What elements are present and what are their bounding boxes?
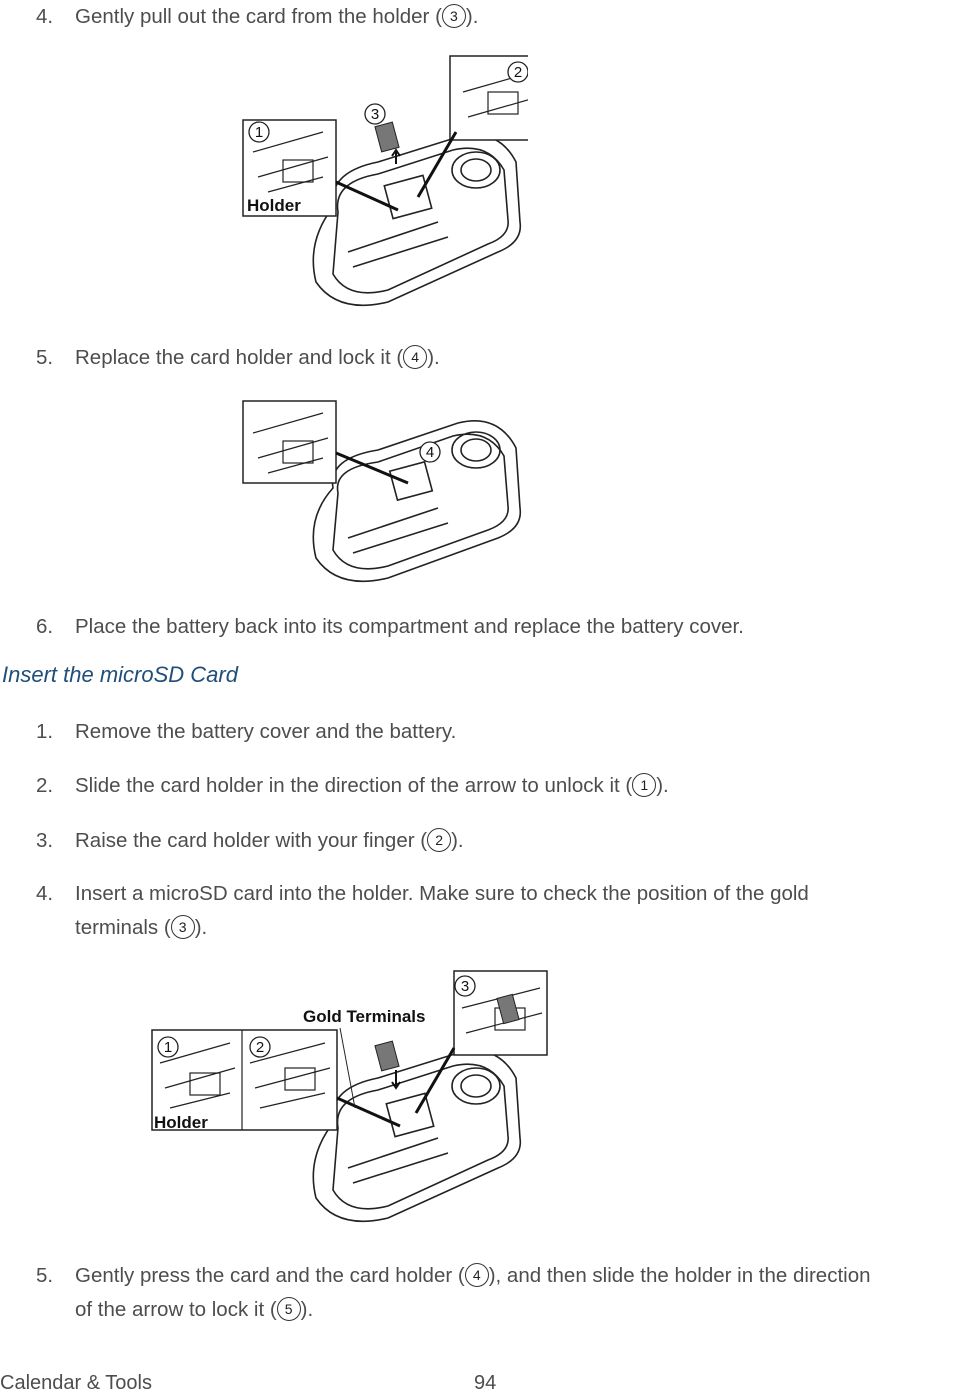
step-text-line2: of the arrow to lock it ( 5 ).: [75, 1298, 314, 1321]
holder-label: Holder: [247, 196, 301, 215]
step-number: 6.: [36, 615, 54, 638]
step-number: 4.: [36, 5, 54, 28]
holder-label: Holder: [154, 1113, 208, 1132]
phone-body: [313, 135, 520, 305]
step-text: Slide the card holder in the direction of the arrow to unlock it ( 1 ).: [75, 774, 669, 797]
step-marker: 4: [403, 345, 427, 369]
step-number: 5.: [36, 346, 54, 369]
section-heading: Insert the microSD Card: [2, 662, 238, 687]
callout-number: 2: [513, 64, 523, 81]
callout-number: 3: [370, 106, 380, 123]
callout-number: 3: [460, 978, 470, 995]
step-marker: 5: [277, 1297, 301, 1321]
step-number: 3.: [36, 829, 54, 852]
callout-number: 1: [163, 1039, 173, 1056]
callout-number: 2: [255, 1039, 265, 1056]
step-text: Remove the battery cover and the battery.: [75, 720, 457, 743]
step-marker: 2: [427, 828, 451, 852]
step-text-line2: terminals ( 3 ).: [75, 916, 208, 939]
step-marker: 3: [171, 915, 195, 939]
step-text: Gently pull out the card from the holder ( 3 ).: [75, 5, 479, 28]
gold-terminals-label: Gold Terminals: [303, 1007, 426, 1026]
step-text: Place the battery back into its compartment and replace the battery cover.: [75, 615, 744, 638]
step-marker: 4: [465, 1263, 489, 1287]
figure-lock-holder: [238, 398, 528, 586]
step-number: 5.: [36, 1264, 54, 1287]
phone-body: [313, 1051, 520, 1221]
figure-insert-card: [150, 968, 550, 1230]
footer-section: Calendar & Tools: [0, 1372, 152, 1394]
step-marker: 3: [442, 4, 466, 28]
step-text: Gently press the card and the card holder ( 4 ), and then slide the holder in the direction: [75, 1264, 871, 1287]
figure-remove-card: [238, 52, 528, 314]
step-text: Raise the card holder with your finger ( 2 ).: [75, 829, 464, 852]
step-number: 1.: [36, 720, 54, 743]
step-text: Insert a microSD card into the holder. Make sure to check the position of the gold: [75, 882, 809, 905]
callout-number: 4: [425, 444, 435, 461]
step-marker: 1: [632, 773, 656, 797]
step-number: 2.: [36, 774, 54, 797]
callout-number: 1: [254, 124, 264, 141]
step-text: Replace the card holder and lock it ( 4 ).: [75, 346, 440, 369]
footer-page-number: 94: [474, 1372, 497, 1394]
step-number: 4.: [36, 882, 54, 905]
